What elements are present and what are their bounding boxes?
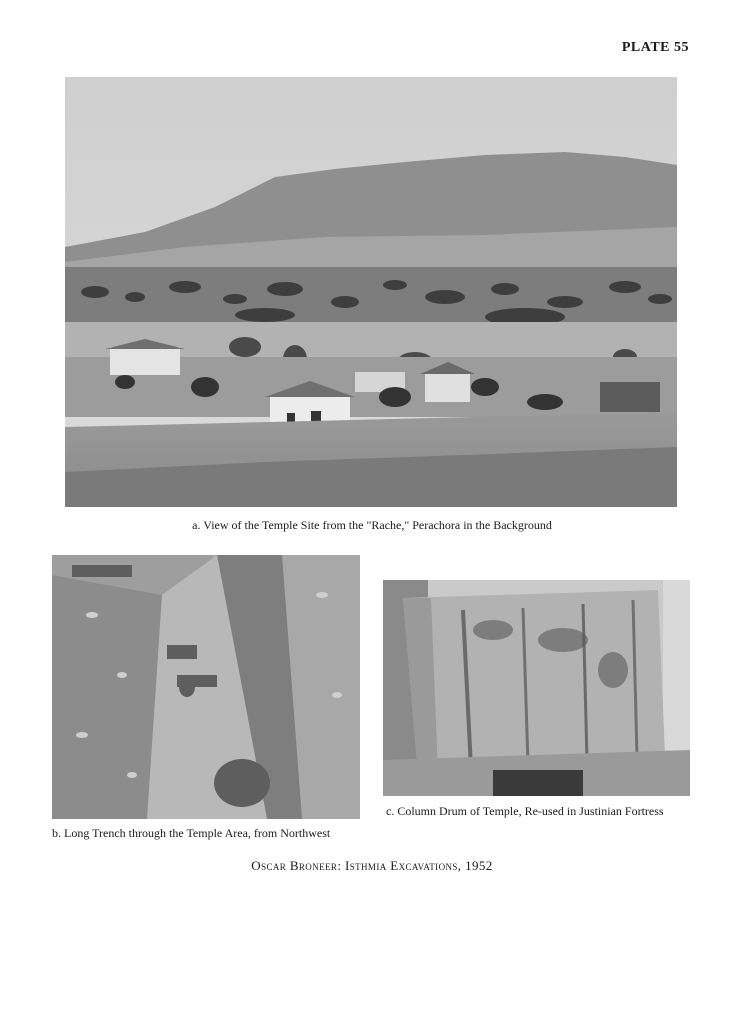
plate-number: PLATE 55	[621, 40, 689, 55]
footer-separator: :	[337, 858, 342, 873]
plate-footer	[0, 858, 744, 874]
photo-column-drum	[383, 580, 690, 796]
footer-year: , 1952	[457, 858, 493, 873]
caption-figure-b: b. Long Trench through the Temple Area, from Northwest	[52, 826, 331, 840]
caption-figure-c: c. Column Drum of Temple, Re-used in Justinian Fortress	[386, 804, 664, 818]
footer-title: Isthmia Excavations	[344, 858, 458, 873]
photo-temple-site-view	[65, 77, 677, 507]
photo-long-trench	[52, 555, 360, 819]
footer-author: Oscar Broneer	[251, 858, 338, 873]
caption-figure-a: a. View of the Temple Site from the "Rache," Perachora in the Background	[192, 518, 552, 532]
